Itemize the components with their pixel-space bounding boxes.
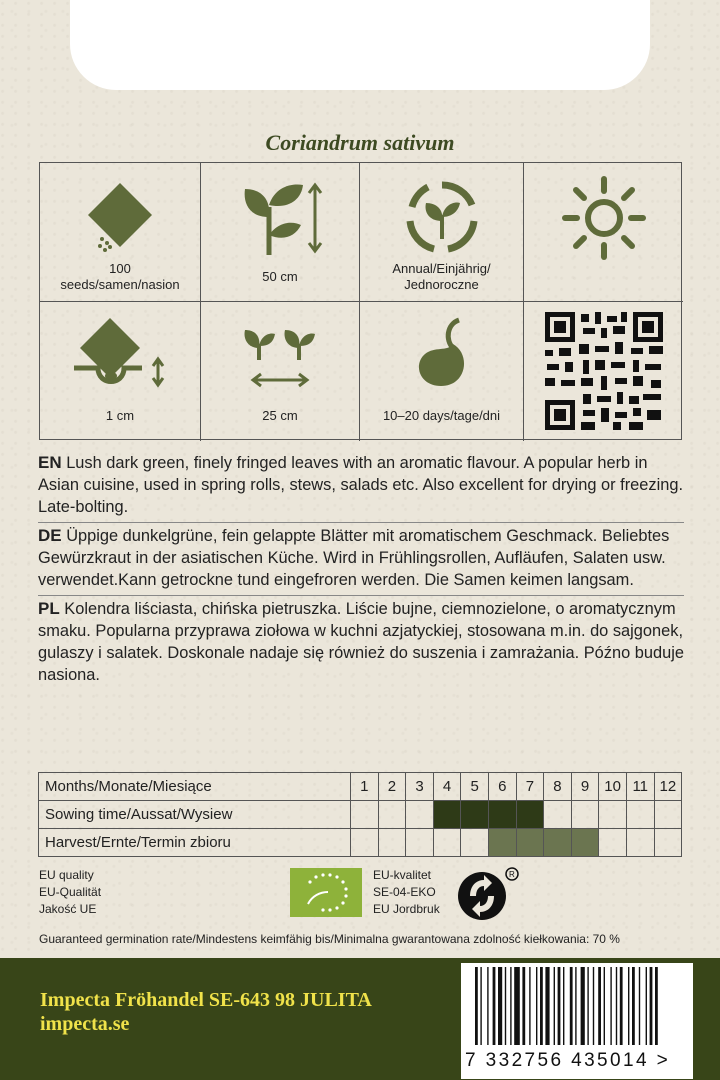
hanger-cutout [70,0,650,90]
barcode-bar [505,967,506,1045]
month-cell: 11 [626,773,654,801]
barcode-bar [604,967,605,1045]
cell-plant-spacing [201,302,360,441]
barcode-bar [616,967,617,1045]
barcode-bar [493,967,496,1045]
month-empty [378,829,406,857]
barcode-bar [480,967,481,1045]
seed-count-line1: 100 [109,261,131,276]
seed-count-line2: seeds/samen/nasion [60,277,180,292]
barcode-bar [628,967,629,1045]
month-empty [654,829,682,857]
description-de [38,523,684,596]
barcode-bar [545,967,549,1045]
quality-line1: EU quality [39,868,94,882]
germinating-seed-icon [407,314,477,394]
barcode-bar [529,967,530,1045]
barcode-bar [598,967,601,1045]
seed-count-label [40,261,200,293]
lang-code-pl: PL [38,599,60,618]
har-month-marked [488,829,516,857]
plant-spacing-label: 25 cm [262,408,298,423]
barcode-bar [655,967,658,1045]
svg-text:R: R [509,870,515,879]
barcode-bar [575,967,576,1045]
green-dot-recycling-icon [456,866,520,922]
cell-lifecycle [360,163,524,302]
sowing-depth-icon [70,316,170,396]
description-text-pl: Kolendra liściasta, chińska pietruszka. Liście bujne, ciemnozielone, o aromatycznym smaku. Popularna przyprawa ziołowa w kuchni azjatyckiej, stosowana m.in. do sajgonek, gulaszy i salatek. Doskonale nadaje się również do suszenia i zamrażania. Późno buduje nasiona. [38,600,684,684]
month-cell: 8 [544,773,572,801]
lang-code-en: EN [38,453,62,472]
description-text-de: Üppige dunkelgrüne, fein gelappte Blätter mit aromatischem Geschmack. Beliebtes Gewürzkraut in der asiatischen Küche. Wird in Frühlingsrollen, Aufläufen, Salaten usw. verwendet.Kann getrockne tund eingefroren werden. Die Samen keimen langsam. [38,527,670,589]
month-empty [433,829,461,857]
eucert-line3: EU Jordbruk [373,902,440,916]
sow-month-marked [461,801,489,829]
plant-height-label: 50 cm [262,269,298,284]
annual-cycle-icon [402,177,482,257]
barcode-bar [510,967,511,1045]
barcode-bar [581,967,585,1045]
barcode-bar [632,967,635,1045]
company-web[interactable]: impecta.se [40,1013,130,1035]
month-cell: 2 [378,773,406,801]
sowing-depth-label: 1 cm [105,408,135,423]
lifecycle-line1: Annual/Einjährig/ [392,261,491,276]
harvest-row [39,829,682,857]
barcode-digits: 7 332756 435014 > [465,1050,671,1071]
quality-line2: EU-Qualität [39,885,102,899]
harvest-label: Harvest/Ernte/Termin zbioru [39,829,351,857]
month-cell: 12 [654,773,682,801]
lifecycle-label [360,261,523,293]
barcode-bar [650,967,653,1045]
germination-label: 10–20 days/tage/dni [382,408,501,423]
barcode-bar [646,967,647,1045]
barcode-bar [554,967,555,1045]
month-empty [599,829,627,857]
cell-seed-count [40,163,201,302]
month-empty [654,801,682,829]
description-text-en: Lush dark green, finely fringed leaves with an aromatic flavour. A popular herb in Asian cuisine, used in spring rolls, stews, salads etc. Also excellent for drying or freezing. Late-bolting. [38,454,684,516]
barcode-bar [563,967,564,1045]
sow-month-marked [488,801,516,829]
barcode-bar [570,967,573,1045]
barcode-bar [620,967,623,1045]
eu-quality [39,867,101,918]
quality-line3: Jakość UE [39,902,97,916]
eucert-line1: EU-kvalitet [373,868,432,882]
month-empty [626,801,654,829]
qr-code-icon [543,310,665,432]
barcode-bar [639,967,640,1045]
description-en [38,450,684,523]
eu-organic-leaf-logo [290,868,362,917]
month-empty [351,801,379,829]
cell-sowing-depth [40,302,201,441]
cell-qr-code [524,302,683,441]
month-cell: 3 [406,773,434,801]
month-empty [351,829,379,857]
months-row [39,773,682,801]
icon-grid [39,162,682,440]
sowing-label: Sowing time/Aussat/Wysiew [39,801,351,829]
barcode-bar [475,967,478,1045]
month-cell: 10 [599,773,627,801]
eu-certification [373,867,440,918]
month-cell: 1 [351,773,379,801]
barcode-bar [498,967,502,1045]
month-empty [378,801,406,829]
sow-month-marked [516,801,544,829]
company-name: Impecta Fröhandel SE-643 98 JULITA [40,989,372,1011]
sowing-row [39,801,682,829]
barcode-bar [487,967,488,1045]
har-month-marked [571,829,599,857]
month-empty [626,829,654,857]
germination-rate: Guaranteed germination rate/Mindestens keimfähig bis/Minimalna gwarantowana zdolność kiełkowania: 70 % [39,932,620,946]
month-empty [406,801,434,829]
month-empty [544,801,572,829]
plant-height-icon [235,177,325,257]
plant-spacing-icon [235,324,325,394]
eucert-line2: SE-04-EKO [373,885,436,899]
barcode-bar [593,967,594,1045]
lifecycle-line2: Jednoroczne [404,277,479,292]
month-cell: 4 [433,773,461,801]
cell-plant-height [201,163,360,302]
barcode-bar [536,967,537,1045]
barcode-bar [610,967,611,1045]
month-cell: 7 [516,773,544,801]
lang-code-de: DE [38,526,62,545]
seed-bag-icon [80,179,160,259]
barcode-bar [587,967,588,1045]
har-month-marked [544,829,572,857]
barcode-bar [522,967,525,1045]
sowing-calendar [38,772,682,857]
sun-icon [559,173,649,263]
month-empty [599,801,627,829]
month-cell: 6 [488,773,516,801]
months-label: Months/Monate/Miesiące [39,773,351,801]
barcode-bar [558,967,561,1045]
har-month-marked [516,829,544,857]
company-info [40,988,372,1036]
cell-sun [524,163,683,302]
barcode-bar [540,967,543,1045]
month-cell: 9 [571,773,599,801]
month-empty [571,801,599,829]
month-cell: 5 [461,773,489,801]
cell-germination [360,302,524,441]
species-name: Coriandrum sativum [265,130,455,155]
barcode-bar [514,967,520,1045]
month-empty [406,829,434,857]
sow-month-marked [433,801,461,829]
description-pl [38,596,684,690]
barcode-bars [461,963,693,1049]
descriptions [38,450,684,690]
month-empty [461,829,489,857]
